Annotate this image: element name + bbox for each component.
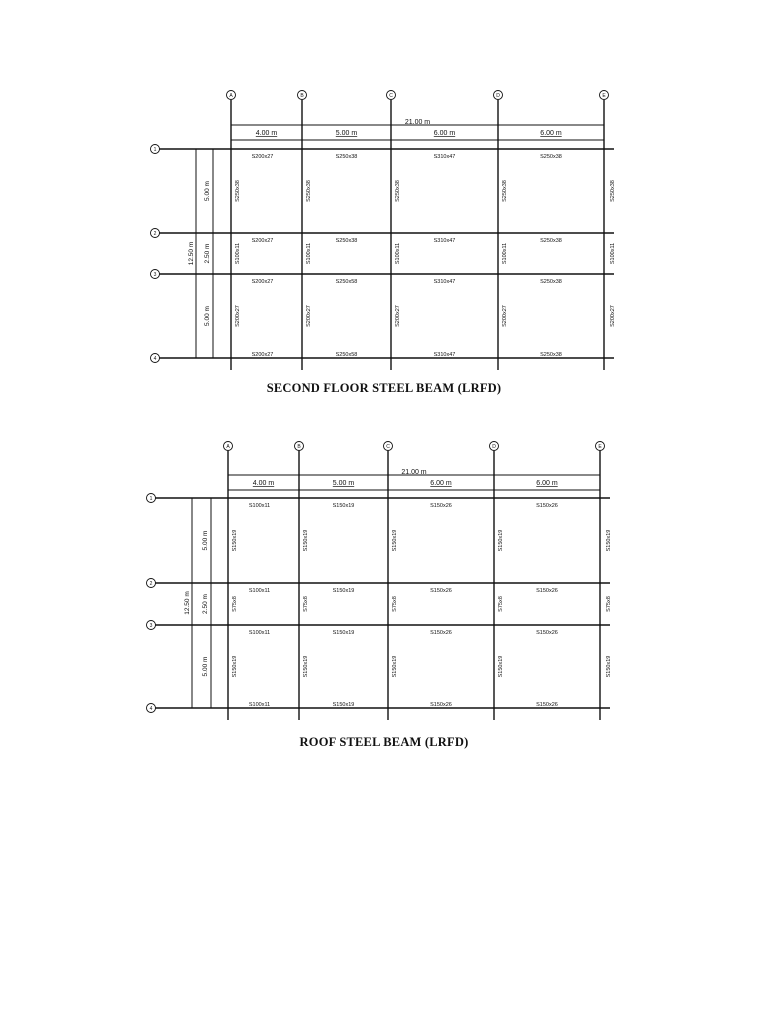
grid-bubble-row-label: 1	[153, 146, 157, 153]
beam-label-vertical: S250x38	[235, 180, 241, 202]
beam-label-vertical: S250x38	[306, 180, 312, 202]
beam-label-horizontal: S150x19	[332, 588, 355, 594]
beam-label-horizontal: S250x38	[335, 238, 358, 244]
dimension-column-span: 5.00 m	[335, 130, 358, 137]
beam-label-vertical: S150x19	[606, 529, 612, 552]
grid-bubble-column-label: E	[598, 443, 602, 450]
beam-label-vertical: S200x27	[502, 305, 508, 327]
dimension-total-depth: 12.50 m	[188, 241, 195, 266]
beam-label-horizontal: S310x47	[433, 238, 456, 244]
grid-bubble-row-label: 4	[149, 705, 153, 712]
beam-label-vertical: S200x27	[610, 305, 616, 327]
grid-bubble-row-label: 3	[149, 622, 153, 629]
grid-bubble-row-label: 2	[149, 580, 153, 587]
grid-bubble-column-label: C	[386, 443, 390, 450]
beam-label-vertical: S150x19	[303, 655, 309, 678]
beam-label-vertical: S75x8	[303, 596, 309, 612]
beam-label-horizontal: S250x38	[335, 154, 358, 160]
beam-label-horizontal: S150x26	[536, 503, 558, 509]
dimension-row-span: 5.00 m	[202, 656, 209, 677]
grid-bubble-column-label: B	[297, 443, 301, 450]
grid-bubble-column-label: A	[229, 92, 233, 99]
beam-label-vertical: S100x11	[502, 242, 508, 265]
grid-bubble-row-label: 3	[153, 271, 157, 278]
beam-label-horizontal: S310x47	[433, 352, 456, 358]
beam-label-horizontal: S150x19	[332, 630, 355, 636]
plan-caption-roof: ROOF STEEL BEAM (LRFD)	[299, 735, 469, 749]
beam-label-vertical: S150x19	[498, 529, 504, 552]
beam-label-vertical: S150x19	[392, 655, 398, 678]
beam-label-vertical: S75x8	[606, 596, 612, 612]
beam-label-vertical: S100x11	[610, 242, 616, 265]
beam-label-horizontal: S250x38	[540, 238, 562, 244]
dimension-column-span: 4.00 m	[255, 130, 278, 137]
beam-label-vertical: S100x11	[235, 242, 241, 265]
grid-bubble-row-label: 2	[153, 230, 157, 237]
plan-caption-second-floor: SECOND FLOOR STEEL BEAM (LRFD)	[266, 381, 502, 395]
beam-label-horizontal: S100x11	[248, 503, 271, 509]
dimension-row-span: 5.00 m	[204, 181, 211, 201]
beam-label-horizontal: S200x27	[251, 154, 274, 160]
beam-label-vertical: S150x19	[232, 529, 238, 552]
dimension-column-span: 6.00 m	[433, 130, 456, 137]
grid-bubble-row-label: 1	[149, 495, 153, 502]
beam-label-vertical: S250x38	[395, 180, 401, 202]
beam-label-horizontal: S100x11	[248, 588, 271, 594]
beam-label-horizontal: S150x19	[332, 702, 355, 708]
beam-label-horizontal: S150x26	[430, 630, 452, 636]
dimension-column-span: 4.00 m	[252, 480, 275, 487]
beam-label-vertical: S75x8	[498, 596, 504, 612]
grid-bubble-column-label: B	[300, 92, 304, 99]
beam-label-horizontal: S200x27	[251, 352, 274, 358]
beam-label-vertical: S250x38	[610, 180, 616, 202]
beam-label-horizontal: S310x47	[433, 154, 456, 160]
grid-bubble-column-label: D	[496, 92, 500, 99]
beam-label-horizontal: S250x38	[540, 154, 562, 160]
beam-label-vertical: S75x8	[392, 596, 398, 612]
dimension-row-span: 5.00 m	[202, 530, 209, 551]
beam-label-horizontal: S150x26	[430, 503, 452, 509]
dimension-row-span: 2.50 m	[202, 594, 209, 614]
beam-label-vertical: S150x19	[498, 655, 504, 678]
beam-label-horizontal: S250x58	[335, 279, 358, 285]
grid-bubble-column-label: E	[602, 92, 606, 99]
beam-label-vertical: S200x27	[395, 305, 401, 327]
beam-label-vertical: S150x19	[303, 529, 309, 552]
dimension-total-width: 21.00 m	[401, 469, 427, 476]
beam-label-vertical: S150x19	[232, 655, 238, 678]
grid-bubble-column-label: A	[226, 443, 230, 450]
beam-label-horizontal: S150x26	[536, 702, 558, 708]
grid-bubble-column-label: C	[389, 92, 393, 99]
grid-bubble-row-label: 4	[153, 355, 157, 362]
dimension-column-span: 6.00 m	[430, 480, 452, 487]
beam-label-vertical: S100x11	[395, 242, 401, 265]
beam-label-vertical: S150x19	[392, 529, 398, 552]
beam-label-vertical: S200x27	[306, 305, 312, 327]
dimension-row-span: 2.50 m	[204, 243, 211, 264]
dimension-row-span: 5.00 m	[204, 306, 211, 326]
beam-label-horizontal: S250x58	[335, 352, 358, 358]
beam-label-vertical: S250x38	[502, 180, 508, 202]
beam-label-vertical: S200x27	[235, 305, 241, 327]
grid-bubble-column-label: D	[492, 443, 496, 450]
beam-label-horizontal: S250x38	[540, 279, 562, 285]
dimension-total-width: 21.00 m	[404, 119, 431, 126]
beam-label-horizontal: S150x19	[332, 503, 355, 509]
beam-label-horizontal: S100x11	[248, 630, 271, 636]
beam-label-horizontal: S150x26	[430, 588, 452, 594]
dimension-column-span: 6.00 m	[540, 130, 562, 137]
beam-label-horizontal: S200x27	[251, 238, 274, 244]
beam-label-horizontal: S310x47	[433, 279, 456, 285]
dimension-column-span: 6.00 m	[536, 480, 558, 487]
beam-label-horizontal: S150x26	[430, 702, 452, 708]
beam-label-horizontal: S150x26	[536, 588, 558, 594]
beam-label-vertical: S75x8	[232, 596, 238, 612]
beam-label-horizontal: S100x11	[248, 702, 271, 708]
beam-label-horizontal: S200x27	[251, 279, 274, 285]
beam-label-vertical: S150x19	[606, 655, 612, 678]
dimension-total-depth: 12.50 m	[184, 591, 191, 615]
beam-label-vertical: S100x11	[306, 242, 312, 265]
beam-label-horizontal: S150x26	[536, 630, 558, 636]
beam-label-horizontal: S250x38	[540, 352, 562, 358]
dimension-column-span: 5.00 m	[332, 480, 355, 487]
